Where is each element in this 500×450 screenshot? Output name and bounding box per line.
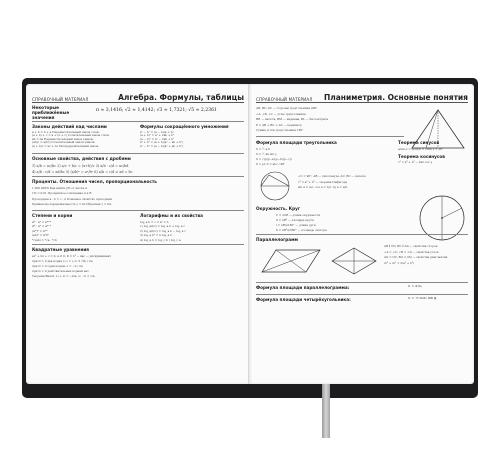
quad-title: Квадратные уравнения (32, 247, 89, 252)
cos-line: c² = a² + b² − 2ab·cos γ (398, 160, 433, 164)
right-triangle-figure (256, 170, 294, 202)
para-area-title: Формула площади параллелограмма: (256, 285, 350, 290)
sines-title: Теорема синусов (398, 140, 440, 145)
quad-area-formula: S = ½ d₁d₂ sin φ (408, 297, 437, 300)
percent-line: Пропорция a : b = c : d Основное свойство пропорции (32, 196, 113, 201)
triangle-line: Сумма углов треугольника 180° (256, 128, 304, 132)
para-line: AB ∥ CD, BC ∥ AD — свойства сторон (384, 244, 438, 248)
divider (256, 282, 468, 283)
power-line: (ab)ⁿ = aⁿbⁿ (32, 233, 49, 238)
power-line: (aᵐ)ⁿ = aᵐⁿ (32, 228, 48, 233)
right-page-header (256, 90, 468, 103)
divider (256, 234, 468, 235)
fractions-line: 4) a/b : c/d = ad/bc 5) (a/b)ⁿ = aⁿ/bⁿ 6) a/b = c/d ⇔ ad = bc (32, 169, 133, 174)
area-and-theorems-section (256, 140, 468, 167)
approx-section (32, 105, 244, 122)
power-line: aᵐ · aⁿ = aᵐ⁺ⁿ (32, 219, 52, 224)
para-area-section (256, 285, 468, 292)
approx-values: π ≈ 3,1416; √2 ≈ 1,4142; √3 ≈ 1,7321; √5 ≈ 2,2361 (96, 108, 217, 113)
rhombus-figure (330, 246, 378, 276)
triangle-line: AB, BC, AC — стороны треугольника ABC (256, 106, 318, 110)
laws-line: (a + b)c = ac + bc Распределительный закон (32, 144, 99, 148)
para-area-formula: S = a·hₐ (408, 285, 422, 288)
percent-section (32, 179, 244, 208)
laws-title: Законы действий над числами (32, 124, 107, 129)
abbr-line: a³ − b³ = (a − b)(a² + ab + b²) (140, 144, 184, 148)
triangle-line: BH — высота, BM — медиана, BL — биссектриса (256, 117, 329, 121)
right-triangle-line: c² = a² + b² — теорема Пифагора (298, 179, 348, 184)
abbr-title: Формулы сокращённого умножения (140, 124, 229, 129)
parallelogram-section (256, 237, 468, 244)
divider (32, 244, 244, 245)
triangle-line: P = AB + BC + AC — периметр (256, 122, 302, 127)
divider (32, 121, 244, 122)
laws-line: a + b = b + a Переместительный закон слож. (32, 130, 100, 134)
log-line: 4) log_a b = log_c b / log_c a (140, 237, 181, 242)
log-line: 3) log_a bⁿ = n log_a b (140, 233, 173, 238)
left-header-title: Алгебра. Формулы, таблицы (118, 93, 244, 102)
abbr-line: (a + b)² = a² + 2ab + b² (140, 134, 175, 138)
log-line: log_a b = c ⇔ aᶜ = b (140, 219, 169, 224)
log-title: Логарифмы и их свойства (140, 213, 203, 218)
quad-line: при D > 0 два корня x₁,₂ = (−b ± √D) / 2a (32, 258, 93, 263)
right-header-label: СПРАВОЧНЫЙ МАТЕРИАЛ (256, 97, 313, 102)
area-line: S = ½ ab·sin γ (256, 151, 277, 156)
quad-line: ax² + bx + c = 0, a ≠ 0, D = b² − 4ac — дискриминант (32, 253, 112, 258)
circle-section (256, 206, 404, 233)
left-header-label: СПРАВОЧНЫЙ МАТЕРИАЛ (32, 97, 89, 102)
left-page-header (32, 90, 244, 103)
para-title: Параллелограмм (256, 237, 298, 242)
left-page (26, 84, 250, 384)
divider (32, 176, 244, 177)
divider (256, 136, 404, 137)
log-line: 1) log_a(bc) = log_a b + log_a c (140, 224, 185, 229)
circle-line: C = 2πR — длина окружности (276, 212, 321, 217)
laws-line: (ab)c = a(bc) Сочетательный закон умнож. (32, 141, 96, 145)
parallelogram-figure (260, 246, 322, 276)
quad-area-section (256, 297, 468, 304)
right-page (250, 84, 474, 384)
quad-line: при D = 0 один корень x = −b / 2a (32, 263, 83, 268)
laws-line: ab = ba Переместительный закон умнож. (32, 137, 94, 141)
percent-title: Проценты. Отношения чисел, пропорциональность (32, 179, 157, 184)
abbr-line: a³ + b³ = (a + b)(a² − ab + b²) (140, 141, 184, 145)
bookmark-ribbon (322, 384, 330, 438)
quad-line: Теорема Виета: x₁ + x₂ = −b/a, x₁ · x₂ = c/a (32, 274, 95, 279)
power-line: aᵐ : aⁿ = aᵐ⁻ⁿ (32, 224, 52, 229)
fractions-line: 1) a/b = ac/bc 2) a/c + b/c = (a+b)/c 3) a/b · c/d = ac/bd (32, 163, 129, 168)
sines-line: a/sin α = b/sin β = c/sin γ = 2R (398, 146, 443, 151)
fractions-section (32, 156, 244, 175)
cos-title: Теорема косинусов (398, 153, 445, 159)
circle-line: S = πR² — площадь круга (276, 217, 314, 222)
laws-and-formulas-section (32, 124, 244, 148)
divider (32, 153, 244, 154)
laws-line: (a + b) + c = a + (b + c) Сочетательный закон слож. (32, 134, 110, 138)
log-line: 2) log_a(b/c) = log_a b − log_a c (140, 228, 186, 233)
power-line: ⁿ√(ab) = ⁿ√a · ⁿ√b (32, 237, 57, 242)
approx-title: Некоторые приближённые значения (32, 105, 70, 120)
percent-line: Прямая пропорциональность y = kx Обратная y = k/x (32, 202, 112, 206)
abbr-line: a² − b² = (a − b)(a + b) (140, 130, 174, 134)
power-title: Степени и корни (32, 213, 73, 218)
percent-line: 1 000 000% Как найти p% от числа A (32, 185, 88, 190)
circle-line: S = πR²α/360° — площадь сектора (276, 227, 327, 232)
area-title: Формула площади треугольника (256, 140, 337, 145)
circle-line: l = πRα/180° — длина дуги (276, 222, 316, 227)
right-triangle-line: ∠C = 90°, AB — гипотенуза, AC, BC — катеты (298, 174, 366, 178)
divider (32, 210, 244, 211)
area-line: S = ½ a·h (256, 146, 270, 151)
area-line: S = √(p(p−a)(p−b)(p−c)) (256, 156, 292, 161)
para-line: ∠A = ∠C, ∠B = ∠D — свойства углов (384, 249, 439, 254)
abbr-line: (a − b)² = a² − 2ab + b² (140, 137, 175, 141)
fractions-title: Основные свойства, действия с дробями (32, 156, 131, 161)
divider (256, 294, 468, 295)
right-triangle-section (298, 174, 468, 191)
triangle-line: ∠A, ∠B, ∠C — углы треугольника (256, 111, 306, 116)
para-line: d₁² + d₂² = 2(a² + b²) (384, 260, 415, 265)
area-line: S = pr, S = abc / 4R (256, 161, 285, 166)
quad-area-title: Формула площади четырёхугольника: (256, 297, 351, 302)
percent-line: 1% = 0,01 Процентное отношение A к B (32, 191, 92, 195)
powers-logs-section (32, 213, 244, 242)
parallelogram-text (384, 244, 468, 266)
circle-title: Окружность. Круг (256, 206, 301, 211)
triangle-section (256, 106, 404, 134)
quad-line: при D < 0 действительных корней нет (32, 269, 89, 274)
para-line: AO = OC, BO = OD — свойства диагоналей (384, 255, 448, 259)
right-header-title: Планиметрия. Основные понятия (323, 93, 468, 102)
right-triangle-line: sin A = a/c, cos A = b/c, tg A = a/b (298, 185, 348, 189)
open-notebook (22, 78, 478, 410)
quadratic-section (32, 247, 244, 280)
